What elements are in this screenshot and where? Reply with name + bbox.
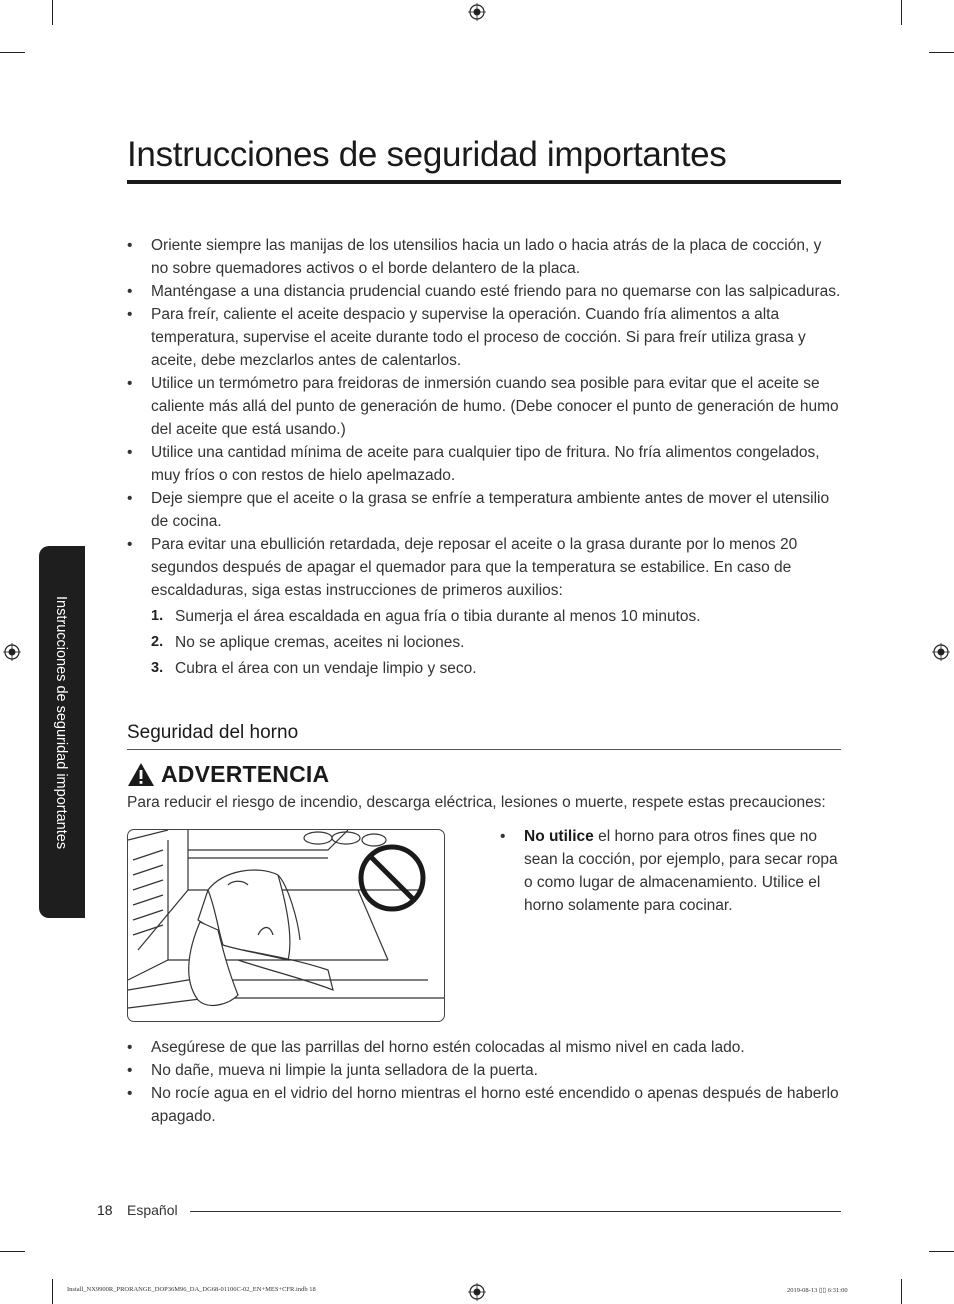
registration-mark-icon	[3, 643, 21, 661]
registration-mark-icon	[932, 643, 950, 661]
title-rule	[127, 180, 841, 184]
step-text: No se aplique cremas, aceites ni lociones.	[175, 634, 465, 651]
warning-header	[127, 761, 329, 788]
crop-mark	[901, 0, 902, 25]
first-aid-list	[151, 604, 841, 681]
safety-bullet-list	[127, 234, 841, 682]
oven-clothes-drawing	[128, 830, 444, 1021]
page-title: Instrucciones de seguridad importantes	[127, 135, 727, 174]
list-item: • Oriente siempre las manijas de los utensilios hacia un lado o hacia atrás de la placa de cocción, y no sobre quemadores activos o el borde delantero de la placa.	[127, 234, 841, 280]
warning-label: ADVERTENCIA	[161, 761, 330, 787]
crop-mark	[929, 1251, 954, 1252]
registration-mark-icon	[468, 1283, 486, 1301]
list-item-text: Para evitar una ebullición retardada, deje reposar el aceite o la grasa durante por lo menos 20 segundos después de apagar el quemador para que la temperatura se estabilice. En caso de escaldaduras, siga estas instrucciones de primeros auxilios:	[151, 536, 798, 599]
list-item: • Utilice una cantidad mínima de aceite para cualquier tipo de fritura. No fría alimentos congelados, muy fríos o con restos de hielo apelmazado.	[127, 441, 841, 487]
list-item: • Asegúrese de que las parrillas del horno estén colocadas al mismo nivel en cada lado.	[127, 1036, 841, 1059]
step-number: 1.	[151, 608, 164, 624]
crop-mark	[0, 1251, 25, 1252]
page-number: 18	[97, 1202, 113, 1218]
list-item-text: el horno para otros fines que no sean la cocción, por ejemplo, para secar ropa o como lugar de almacenamiento. Utilice el horno solamente para cocinar.	[524, 828, 838, 914]
footer-language: Español	[127, 1202, 178, 1218]
step-text: Cubra el área con un vendaje limpio y seco.	[175, 660, 477, 677]
list-item: • Utilice un termómetro para freidoras de inmersión cuando sea posible para evitar que el aceite se caliente más allá del punto de generación de humo. (Debe conocer el punto de generación de humo del aceite que está usando.)	[127, 372, 841, 441]
list-item: • No dañe, mueva ni limpie la junta selladora de la puerta.	[127, 1059, 841, 1082]
section-rule	[127, 749, 841, 750]
crop-mark	[52, 1279, 53, 1304]
oven-bullet-list	[127, 1036, 841, 1128]
figure-bullet-list	[500, 825, 840, 917]
crop-mark	[929, 52, 954, 53]
first-aid-step	[151, 604, 841, 629]
list-item: • Deje siempre que el aceite o la grasa se enfríe a temperatura ambiente antes de mover el utensilio de cocina.	[127, 487, 841, 533]
crop-mark	[0, 52, 25, 53]
prohibited-icon	[361, 847, 423, 909]
emphasis-text: No utilice	[524, 828, 594, 845]
step-number: 2.	[151, 634, 164, 650]
side-tab	[39, 546, 85, 918]
footer-rule	[190, 1211, 841, 1212]
section-heading: Seguridad del horno	[127, 722, 299, 743]
list-item: • Manténgase a una distancia prudencial cuando esté friendo para no quemarse con las salpicaduras.	[127, 280, 841, 303]
side-tab-label: Instrucciones de seguridad importantes	[53, 596, 69, 850]
print-file-info: Install_NX9900R_PRORANGE_DOP36M96_DA_DG68-01106C-02_EN+MES+CFR.indb 18	[67, 1286, 316, 1293]
list-item	[127, 533, 841, 681]
crop-mark	[901, 1279, 902, 1304]
oven-illustration	[127, 829, 445, 1022]
registration-mark-icon	[468, 3, 486, 21]
step-text: Sumerja el área escaldada en agua fría o tibia durante al menos 10 minutos.	[175, 608, 701, 625]
list-item: • Para freír, caliente el aceite despacio y supervise la operación. Cuando fría alimentos a alta temperatura, supervise el aceite durante todo el proceso de cocción. Si para freír utiliza grasa y aceite, debe mezclarlos antes de calentarlos.	[127, 303, 841, 372]
step-number: 3.	[151, 660, 164, 676]
first-aid-step	[151, 630, 841, 655]
warning-description: Para reducir el riesgo de incendio, descarga eléctrica, lesiones o muerte, respete estas precauciones:	[127, 794, 826, 811]
list-item: • No rocíe agua en el vidrio del horno mientras el horno esté encendido o apenas después de haberlo apagado.	[127, 1082, 841, 1128]
print-date-info: 2019-08-13 ▯▯ 6:31:00	[787, 1287, 848, 1294]
warning-triangle-icon	[127, 762, 155, 787]
list-item	[500, 825, 840, 917]
first-aid-step	[151, 656, 841, 681]
crop-mark	[52, 0, 53, 25]
